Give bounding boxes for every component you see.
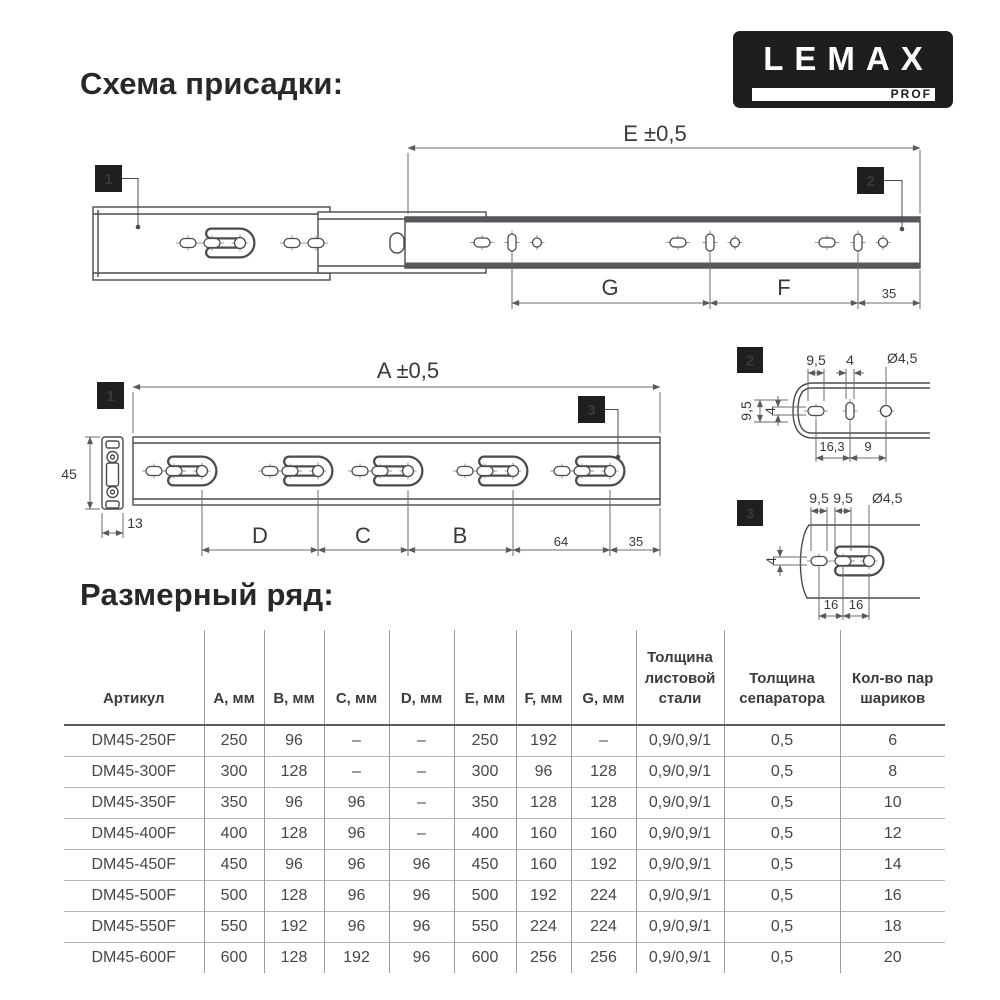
oval-slot [282, 467, 298, 476]
d2-label-16-3: 16,3 [819, 439, 845, 454]
value-cell: 600 [204, 943, 264, 974]
round-hole [879, 238, 888, 247]
oval-slot [574, 467, 590, 476]
marker-3-detail-label: 3 [745, 505, 755, 523]
value-cell: 0,5 [724, 725, 840, 757]
col-header-b: B, мм [264, 630, 324, 725]
round-hole [235, 238, 246, 249]
value-cell: – [389, 788, 454, 819]
value-cell: 96 [264, 725, 324, 757]
value-cell: 14 [840, 850, 945, 881]
value-cell: 256 [571, 943, 636, 974]
value-cell: 400 [204, 819, 264, 850]
d2-label-9: 9 [864, 439, 872, 454]
article-cell: DM45-350F [91, 794, 176, 811]
value-cell: 128 [264, 757, 324, 788]
value-cell: 0,5 [724, 788, 840, 819]
table-row [64, 912, 945, 943]
value-cell: 160 [571, 819, 636, 850]
table-row [64, 881, 945, 912]
value-cell: 350 [204, 788, 264, 819]
value-cell: 0,9/0,9/1 [636, 943, 724, 974]
value-cell: 0,5 [724, 943, 840, 974]
value-cell: – [324, 725, 389, 757]
oval-slot [457, 467, 473, 476]
article-cell: DM45-500F [91, 887, 176, 904]
d3-label-16-b: 16 [848, 597, 864, 612]
value-cell: – [389, 725, 454, 757]
value-cell: 450 [454, 850, 516, 881]
value-cell: 192 [571, 850, 636, 881]
value-cell: 0,5 [724, 757, 840, 788]
table-row [64, 788, 945, 819]
value-cell: 300 [454, 757, 516, 788]
oval-slot [372, 467, 388, 476]
col-header-steel: Толщина листовой стали [636, 630, 724, 725]
d3-label-9-5-b: 9,5 [833, 490, 853, 506]
table-section-title: Размерный ряд: [80, 577, 334, 612]
dim-label-f: F [777, 275, 791, 300]
logo-sub-text: PROF [890, 87, 932, 101]
value-cell: 96 [324, 850, 389, 881]
cross-section-view [102, 437, 123, 509]
page-title: Схема присадки: [80, 66, 344, 101]
round-hole [731, 238, 740, 247]
value-cell: 96 [324, 788, 389, 819]
d2-label-dia: Ø4,5 [887, 350, 918, 366]
dim-label-45: 45 [61, 466, 77, 482]
logo-brand-text: LEMAX [763, 40, 934, 77]
value-cell: 12 [840, 819, 945, 850]
table-row [64, 819, 945, 850]
value-cell: 350 [454, 788, 516, 819]
value-cell: 128 [264, 943, 324, 974]
oval-slot [835, 557, 851, 566]
article-cell: DM45-550F [91, 918, 176, 935]
vertical-slot [854, 234, 862, 251]
value-cell: 128 [571, 757, 636, 788]
oval-slot [352, 467, 368, 476]
dim-label-a: A ±0,5 [376, 358, 440, 383]
value-cell: 300 [204, 757, 264, 788]
table-row [64, 725, 945, 757]
value-cell: – [389, 819, 454, 850]
value-cell: 0,5 [724, 881, 840, 912]
d3-label-9-5-a: 9,5 [809, 490, 829, 506]
value-cell: 20 [840, 943, 945, 974]
value-cell: 250 [454, 725, 516, 757]
value-cell: 192 [324, 943, 389, 974]
value-cell: 224 [571, 881, 636, 912]
value-cell: 0,5 [724, 850, 840, 881]
table-row [64, 757, 945, 788]
table-row [64, 943, 945, 974]
value-cell: 500 [454, 881, 516, 912]
marker-3-front-label: 3 [587, 402, 596, 419]
oval-slot [308, 239, 324, 248]
marker-2-detail-label: 2 [745, 352, 755, 370]
size-table [64, 630, 945, 973]
col-header-g: G, мм [571, 630, 636, 725]
value-cell: 0,5 [724, 912, 840, 943]
oval-slot [819, 238, 835, 247]
dim-label-35-front: 35 [628, 534, 644, 549]
oval-slot [670, 238, 686, 247]
col-header-separator: Толщина сепаратора [724, 630, 840, 725]
value-cell: 8 [840, 757, 945, 788]
value-cell: – [324, 757, 389, 788]
value-cell: 128 [571, 788, 636, 819]
round-hole [533, 238, 542, 247]
dim-label-g: G [601, 275, 619, 300]
value-cell: 96 [264, 788, 324, 819]
value-cell: 550 [204, 912, 264, 943]
value-cell: 0,9/0,9/1 [636, 757, 724, 788]
oval-slot [166, 467, 182, 476]
col-header-balls: Кол-во пар шариков [840, 630, 945, 725]
dim-label-b: B [452, 523, 468, 548]
value-cell: 160 [516, 850, 571, 881]
col-header-article: Артикул [102, 690, 165, 708]
col-header-f: F, мм [516, 630, 571, 725]
vertical-slot [846, 403, 854, 420]
value-cell: 96 [389, 850, 454, 881]
round-hole [403, 466, 414, 477]
marker-2-top-label: 2 [866, 173, 875, 190]
size-table-body [64, 725, 945, 973]
dim-label-d: D [252, 523, 268, 548]
value-cell: 600 [454, 943, 516, 974]
value-cell: 0,5 [724, 819, 840, 850]
dim-label-c: C [355, 523, 371, 548]
value-cell: 96 [389, 881, 454, 912]
oval-slot [474, 238, 490, 247]
round-hole [864, 556, 875, 567]
col-header-d: D, мм [389, 630, 454, 725]
dim-label-35-top: 35 [881, 286, 897, 301]
value-cell: 10 [840, 788, 945, 819]
value-cell: 96 [324, 881, 389, 912]
value-cell: 0,9/0,9/1 [636, 788, 724, 819]
round-hole [605, 466, 616, 477]
oval-slot [204, 239, 220, 248]
value-cell: 192 [264, 912, 324, 943]
value-cell: 400 [454, 819, 516, 850]
table-row [64, 850, 945, 881]
oval-slot [811, 557, 827, 566]
col-header-e: E, мм [454, 630, 516, 725]
dim-label-e: E ±0,5 [623, 121, 687, 146]
oval-slot [808, 407, 824, 416]
oval-slot [146, 467, 162, 476]
dim-label-64: 64 [553, 534, 569, 549]
article-cell: DM45-300F [91, 763, 176, 780]
value-cell: 0,9/0,9/1 [636, 881, 724, 912]
value-cell: 128 [264, 881, 324, 912]
value-cell: 16 [840, 881, 945, 912]
value-cell: 96 [389, 912, 454, 943]
marker-1-front-label: 1 [106, 388, 115, 405]
value-cell: 96 [389, 943, 454, 974]
value-cell: 192 [516, 725, 571, 757]
col-header-a: A, мм [204, 630, 264, 725]
value-cell: 250 [204, 725, 264, 757]
value-cell: 18 [840, 912, 945, 943]
value-cell: 0,9/0,9/1 [636, 819, 724, 850]
value-cell: 256 [516, 943, 571, 974]
d3-label-dia: Ø4,5 [872, 490, 903, 506]
round-hole [881, 406, 892, 417]
value-cell: – [571, 725, 636, 757]
vertical-slot [508, 234, 516, 251]
value-cell: 450 [204, 850, 264, 881]
value-cell: – [389, 757, 454, 788]
round-hole [197, 466, 208, 477]
value-cell: 128 [516, 788, 571, 819]
value-cell: 224 [516, 912, 571, 943]
value-cell: 0,9/0,9/1 [636, 912, 724, 943]
article-cell: DM45-450F [91, 856, 176, 873]
d2-label-9-5-left: 9,5 [738, 401, 754, 421]
d2-label-4-top: 4 [846, 352, 854, 368]
oval-slot [477, 467, 493, 476]
article-cell: DM45-600F [91, 949, 176, 966]
round-hole [508, 466, 519, 477]
round-hole [313, 466, 324, 477]
value-cell: 0,9/0,9/1 [636, 850, 724, 881]
value-cell: 96 [516, 757, 571, 788]
col-header-c: C, мм [324, 630, 389, 725]
oval-slot [262, 467, 278, 476]
value-cell: 96 [324, 912, 389, 943]
d2-label-4-left: 4 [762, 407, 778, 415]
d2-label-9-5-top: 9,5 [806, 352, 826, 368]
oval-slot [284, 239, 300, 248]
value-cell: 6 [840, 725, 945, 757]
value-cell: 0,9/0,9/1 [636, 725, 724, 757]
article-cell: DM45-250F [91, 732, 176, 749]
value-cell: 550 [454, 912, 516, 943]
value-cell: 224 [571, 912, 636, 943]
table-header-row [64, 630, 945, 725]
d3-label-4-left: 4 [763, 557, 779, 565]
oval-slot [554, 467, 570, 476]
vertical-slot [706, 234, 714, 251]
value-cell: 160 [516, 819, 571, 850]
value-cell: 128 [264, 819, 324, 850]
value-cell: 500 [204, 881, 264, 912]
oval-slot [180, 239, 196, 248]
d3-label-16-a: 16 [823, 597, 839, 612]
marker-1-top-label: 1 [104, 171, 113, 188]
value-cell: 96 [264, 850, 324, 881]
value-cell: 192 [516, 881, 571, 912]
value-cell: 96 [324, 819, 389, 850]
dim-label-13: 13 [127, 515, 143, 531]
article-cell: DM45-400F [91, 825, 176, 842]
